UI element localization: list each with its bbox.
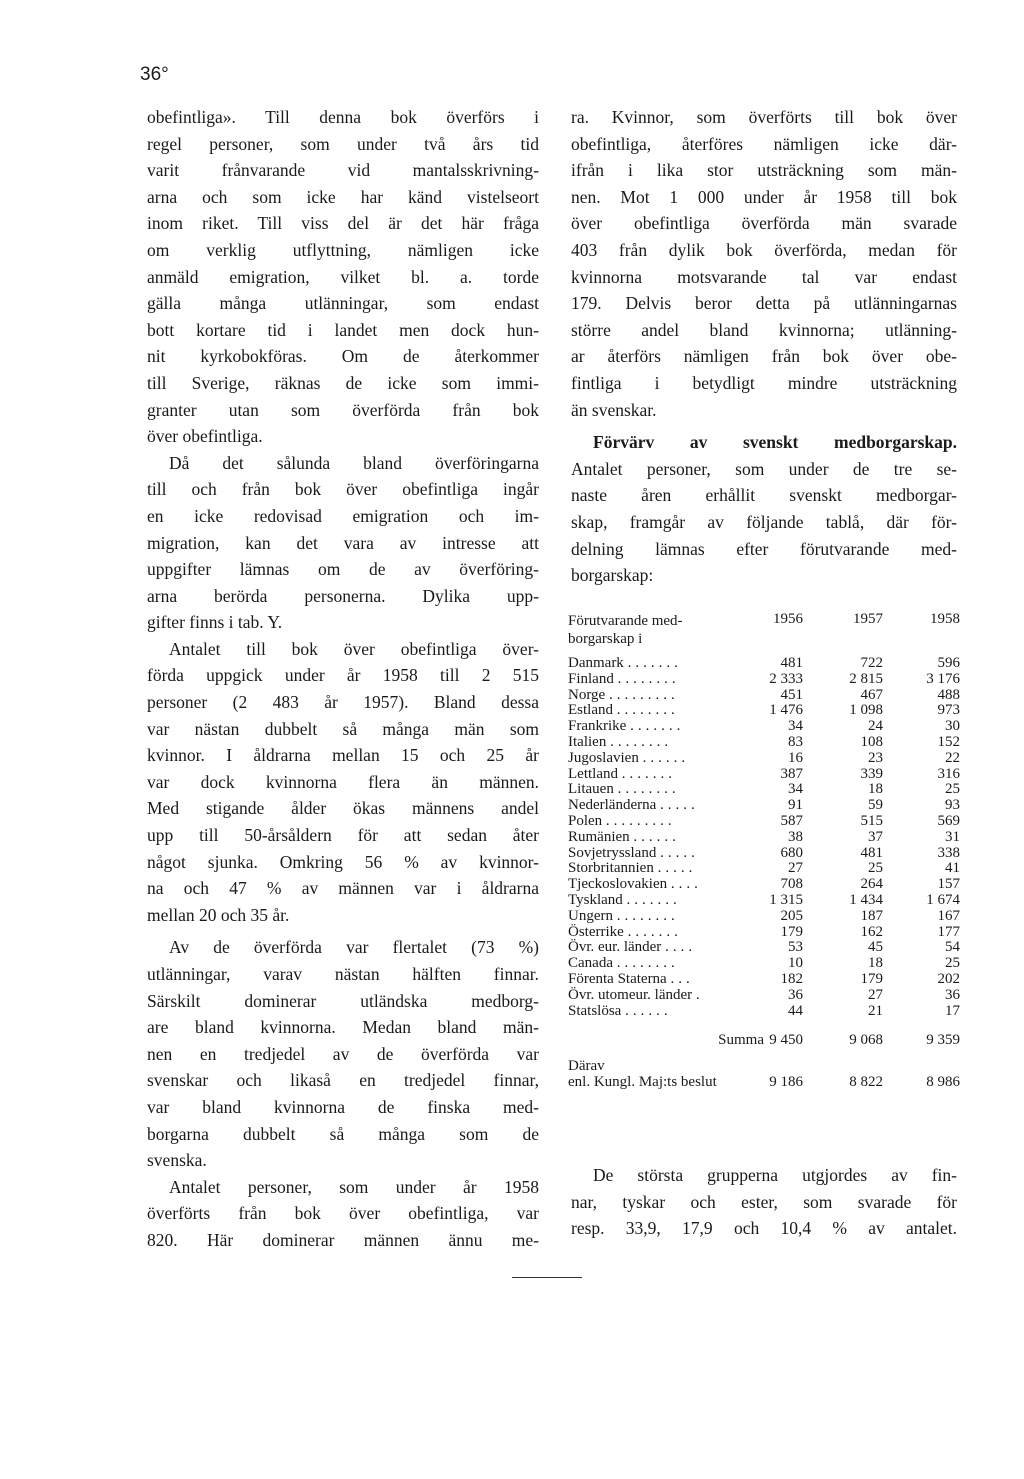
value-cell: 27 xyxy=(868,986,883,1003)
country-cell xyxy=(568,767,676,783)
value-cell: 23 xyxy=(868,749,883,766)
value-cell: 17 xyxy=(945,1002,960,1019)
value-cell: 21 xyxy=(868,1002,883,1019)
summa-row xyxy=(568,1033,960,1053)
left-column-line: utlänningar, varav nästan hälften finnar. xyxy=(147,964,539,984)
left-column-line: upp till 50-årsåldern för att sedan åter xyxy=(147,825,539,846)
leader-dots: ......... xyxy=(608,686,679,703)
value-cell: 59 xyxy=(868,797,883,814)
leader-dots: ...... xyxy=(633,828,680,845)
table-row xyxy=(568,703,960,719)
right-column-line: över obefintliga överförda män svarade xyxy=(571,213,957,234)
left-column-line: are bland kvinnorna. Medan bland män- xyxy=(147,1017,539,1038)
value-cell: 1 476 xyxy=(769,702,803,719)
value-cell: 18 xyxy=(868,955,883,972)
right-column-line: Förvärv av svenskt medborgarskap. xyxy=(593,432,957,453)
left-column-line: regel personer, som under två års tid xyxy=(147,133,539,154)
left-column-line: svenska. xyxy=(147,1150,207,1171)
bottom-note-line: resp. 33,9, 17,9 och 10,4 % av antalet. xyxy=(571,1218,957,1239)
left-column-line: om verklig utflyttning, nämligen icke xyxy=(147,239,539,260)
country-name: Förenta Staterna xyxy=(568,970,667,987)
daerav-label: Därav xyxy=(568,1058,605,1075)
value-cell: 481 xyxy=(780,655,803,671)
table-row xyxy=(568,925,960,941)
left-column-line: personer (2 483 år 1957). Bland dessa xyxy=(147,692,539,713)
value-cell: 45 xyxy=(868,939,883,956)
country-name: Lettland xyxy=(568,765,618,782)
country-cell xyxy=(568,798,699,814)
leader-dots: ..... xyxy=(660,797,699,814)
left-column-line: en icke redovisad emigration och im- xyxy=(147,505,539,526)
table-row xyxy=(568,861,960,877)
country-cell xyxy=(568,735,672,751)
value-cell: 596 xyxy=(937,655,960,671)
table-row xyxy=(568,735,960,751)
table-header-label: Förutvarande med- borgarskap i xyxy=(568,613,683,647)
leader-dots: ........ xyxy=(616,955,679,972)
left-column-line: arna och som icke har känd vistelseort xyxy=(147,186,539,207)
right-column-line: borgarskap: xyxy=(571,565,654,586)
value-cell: 36 xyxy=(945,986,960,1003)
year-1958: 1958 xyxy=(930,611,960,627)
country-cell xyxy=(568,782,680,798)
left-column-line: överförts från bok över obefintliga, var xyxy=(147,1203,539,1224)
left-column xyxy=(147,104,539,1254)
leader-dots: ........ xyxy=(616,907,679,924)
left-column-line: till Sverige, räknas de icke som immi- xyxy=(147,372,539,393)
value-cell: 83 xyxy=(788,733,803,750)
right-column-line: ra. Kvinnor, som överförts till bok över xyxy=(571,107,957,127)
value-cell: 451 xyxy=(780,686,803,703)
table-row xyxy=(568,830,960,846)
right-column-line: Antalet personer, som under de tre se- xyxy=(571,458,957,479)
leader-dots: ...... xyxy=(642,749,690,766)
right-column-line: skap, framgår av följande tablå, där för- xyxy=(571,511,957,532)
left-column-line: nen en tredjedel av de överförda var xyxy=(147,1043,539,1064)
table-row xyxy=(568,846,960,862)
left-column-line: kvinnor. I åldrarna mellan 15 och 25 år xyxy=(147,745,539,766)
summa-1958: 9 359 xyxy=(926,1032,960,1049)
country-name: Litauen xyxy=(568,781,614,798)
value-cell: 179 xyxy=(860,970,883,987)
right-column-line: obefintliga, återföres nämligen icke där- xyxy=(571,133,957,154)
left-column-line: var bland kvinnorna de finska med- xyxy=(147,1096,539,1117)
right-column-line: större andel bland kvinnorna; utlänning- xyxy=(571,319,957,340)
left-column-line: nit kyrkobokföras. Om de återkommer xyxy=(147,346,539,367)
country-name: Nederländerna xyxy=(568,797,657,814)
left-column-line: Då det sålunda bland överföringarna xyxy=(169,452,539,473)
country-cell xyxy=(568,1004,672,1020)
table-row xyxy=(568,814,960,830)
table-body xyxy=(568,656,960,1019)
leader-dots: ....... xyxy=(627,923,682,940)
leader-dots: ..... xyxy=(657,860,697,877)
left-column-line: Antalet till bok över obefintliga över- xyxy=(169,638,539,659)
country-name: Statslösa xyxy=(568,1002,622,1019)
value-cell: 387 xyxy=(780,765,803,782)
country-name: Italien xyxy=(568,733,607,750)
value-cell: 722 xyxy=(860,655,883,671)
table-row xyxy=(568,956,960,972)
value-cell: 27 xyxy=(788,860,803,877)
country-cell xyxy=(568,814,676,830)
left-column-line: na och 47 % av männen var i åldrarna xyxy=(147,878,539,899)
leader-dots: ....... xyxy=(621,765,676,782)
left-column-line: varit frånvarande vid mantalsskrivning- xyxy=(147,160,539,181)
left-column-line: svenskar och likaså en tredjedel finnar, xyxy=(147,1070,539,1091)
value-cell: 37 xyxy=(868,828,883,845)
country-cell xyxy=(568,861,696,877)
kungl-1956: 9 186 xyxy=(769,1074,803,1091)
bottom-note-line: De största grupperna utgjordes av fin- xyxy=(593,1165,957,1185)
left-column-line: anmäld emigration, vilket bl. a. torde xyxy=(147,266,539,287)
country-name: Ungern xyxy=(568,907,613,924)
country-cell xyxy=(568,672,680,688)
value-cell: 338 xyxy=(937,844,960,861)
country-name: Polen xyxy=(568,812,603,829)
country-cell xyxy=(568,751,689,767)
right-column-line: kvinnorna motsvarande tal var endast xyxy=(571,266,957,287)
value-cell: 587 xyxy=(780,812,803,829)
summa-1957: 9 068 xyxy=(849,1032,883,1049)
kungl-1958: 8 986 xyxy=(926,1074,960,1091)
leader-dots: ... xyxy=(670,970,694,987)
value-cell: 41 xyxy=(945,860,960,877)
value-cell: 569 xyxy=(937,812,960,829)
value-cell: 10 xyxy=(788,955,803,972)
value-cell: 53 xyxy=(788,939,803,956)
value-cell: 24 xyxy=(868,718,883,735)
value-cell: 205 xyxy=(780,907,803,924)
leader-dots: ......... xyxy=(605,812,676,829)
value-cell: 488 xyxy=(937,686,960,703)
value-cell: 708 xyxy=(780,876,803,893)
country-name: Tjeckoslovakien xyxy=(568,876,668,893)
table-row xyxy=(568,767,960,783)
value-cell: 34 xyxy=(788,781,803,798)
value-cell: 1 098 xyxy=(849,702,883,719)
country-name: Finland xyxy=(568,670,614,687)
year-1956: 1956 xyxy=(773,611,803,627)
kungl-label: enl. Kungl. Maj:ts beslut xyxy=(568,1074,717,1091)
page-number: 36° xyxy=(140,64,169,85)
table-row xyxy=(568,656,960,672)
leader-dots: . xyxy=(695,986,704,1003)
right-column-line: ifrån i lika stor utsträckning som män- xyxy=(571,160,957,181)
left-column-line: över obefintliga. xyxy=(147,426,263,447)
value-cell: 177 xyxy=(937,923,960,940)
value-cell: 31 xyxy=(945,828,960,845)
left-column-line: 820. Här dominerar männen ännu me- xyxy=(147,1229,539,1250)
left-column-line: var nästan dubbelt så många män som xyxy=(147,718,539,739)
country-name: Jugoslavien xyxy=(568,749,639,766)
country-cell xyxy=(568,656,682,672)
value-cell: 36 xyxy=(788,986,803,1003)
country-name: Tyskland xyxy=(568,891,623,908)
value-cell: 34 xyxy=(788,718,803,735)
country-name: Österrike xyxy=(568,923,624,940)
value-cell: 25 xyxy=(945,955,960,972)
right-column-line: delning lämnas efter förutvarande med- xyxy=(571,538,957,559)
value-cell: 152 xyxy=(937,733,960,750)
left-column-line: till och från bok över obefintliga ingår xyxy=(147,479,539,500)
value-cell: 38 xyxy=(788,828,803,845)
left-column-line: inom riket. Till viss del är det här fråga xyxy=(147,213,539,234)
kungl-1957: 8 822 xyxy=(849,1074,883,1091)
left-column-line: uppgifter lämnas om de av överföring- xyxy=(147,559,539,580)
value-cell: 30 xyxy=(945,718,960,735)
country-cell xyxy=(568,909,679,925)
right-column-line: än svenskar. xyxy=(571,399,657,420)
bottom-note xyxy=(571,1162,957,1242)
leader-dots: ....... xyxy=(626,891,681,908)
value-cell: 467 xyxy=(860,686,883,703)
table-row xyxy=(568,672,960,688)
leader-dots: ...... xyxy=(625,1002,672,1019)
value-cell: 680 xyxy=(780,844,803,861)
leader-dots: ..... xyxy=(660,844,699,861)
left-column-line: något sjunka. Omkring 56 % av kvinnor- xyxy=(147,851,539,872)
country-name: Sovjetryssland xyxy=(568,844,657,861)
right-column-line: 179. Delvis beror detta på utlänningarnas xyxy=(571,293,957,314)
value-cell: 25 xyxy=(945,781,960,798)
value-cell: 162 xyxy=(860,923,883,940)
country-name: Rumänien xyxy=(568,828,630,845)
table-row xyxy=(568,877,960,893)
value-cell: 264 xyxy=(860,876,883,893)
country-cell xyxy=(568,925,682,941)
table-row xyxy=(568,688,960,704)
value-cell: 16 xyxy=(788,749,803,766)
right-column-line: naste åren erhållit svenskt medborgar- xyxy=(571,485,957,506)
country-name: Danmark xyxy=(568,655,624,671)
left-column-line: migration, kan det vara av intresse att xyxy=(147,532,539,553)
value-cell: 515 xyxy=(860,812,883,829)
value-cell: 25 xyxy=(868,860,883,877)
left-column-line: borgarna dubbelt så många som de xyxy=(147,1123,539,1144)
left-column-line: Av de överförda var flertalet (73 %) xyxy=(169,937,539,958)
country-cell xyxy=(568,893,681,909)
leader-dots: ....... xyxy=(630,718,685,735)
right-column-line: fintliga i betydligt mindre utsträckning xyxy=(571,372,957,393)
value-cell: 3 176 xyxy=(926,670,960,687)
table-row xyxy=(568,988,960,1004)
value-cell: 2 815 xyxy=(849,670,883,687)
value-cell: 22 xyxy=(945,749,960,766)
value-cell: 1 315 xyxy=(769,891,803,908)
value-cell: 2 333 xyxy=(769,670,803,687)
country-cell xyxy=(568,830,680,846)
table-row xyxy=(568,972,960,988)
table-row xyxy=(568,1004,960,1020)
left-column-line: Särskilt dominerar utländska medborg- xyxy=(147,990,539,1011)
left-column-line: gälla många utlänningar, som endast xyxy=(147,293,539,314)
summa-label: Summa xyxy=(718,1032,764,1049)
left-column-line: mellan 20 och 35 år. xyxy=(147,904,290,925)
year-1957: 1957 xyxy=(853,611,883,627)
value-cell: 182 xyxy=(780,970,803,987)
left-column-line: var dock kvinnorna flera än männen. xyxy=(147,771,539,792)
country-cell xyxy=(568,988,704,1004)
value-cell: 481 xyxy=(860,844,883,861)
table-header xyxy=(568,612,960,656)
table-row xyxy=(568,940,960,956)
leader-dots: ........ xyxy=(617,670,680,687)
right-column-line: 403 från dylik bok överförda, medan för xyxy=(571,239,957,260)
value-cell: 202 xyxy=(937,970,960,987)
value-cell: 18 xyxy=(868,781,883,798)
table-row xyxy=(568,798,960,814)
value-cell: 316 xyxy=(937,765,960,782)
country-cell xyxy=(568,940,696,956)
left-column-line: gifter finns i tab. Y. xyxy=(147,612,283,633)
citizenship-table xyxy=(568,612,960,1095)
country-cell xyxy=(568,846,699,862)
country-name: Övr. utomeur. länder xyxy=(568,986,693,1003)
left-column-line: bott kortare tid i landet men dock hun- xyxy=(147,319,539,340)
left-column-line: granter utan som överförda från bok xyxy=(147,399,539,420)
country-cell xyxy=(568,688,679,704)
right-column xyxy=(571,104,957,589)
table-row xyxy=(568,751,960,767)
right-column-line: nen. Mot 1 000 under år 1958 till bok xyxy=(571,186,957,207)
value-cell: 167 xyxy=(937,907,960,924)
country-cell xyxy=(568,877,702,893)
country-cell xyxy=(568,972,694,988)
value-cell: 93 xyxy=(945,797,960,814)
value-cell: 339 xyxy=(860,765,883,782)
bottom-note-line: nar, tyskar och ester, som svarade för xyxy=(571,1191,957,1212)
summa-1956: 9 450 xyxy=(769,1032,803,1049)
value-cell: 179 xyxy=(780,923,803,940)
kungl-row xyxy=(568,1075,960,1095)
left-column-line: arna berörda personerna. Dylika upp- xyxy=(147,585,539,606)
value-cell: 1 434 xyxy=(849,891,883,908)
value-cell: 91 xyxy=(788,797,803,814)
country-name: Frankrike xyxy=(568,718,627,735)
value-cell: 973 xyxy=(937,702,960,719)
value-cell: 54 xyxy=(945,939,960,956)
left-column-line: obefintliga». Till denna bok överförs i xyxy=(147,107,539,127)
value-cell: 187 xyxy=(860,907,883,924)
leader-dots: .... xyxy=(670,876,702,893)
table-row xyxy=(568,719,960,735)
left-column-line: Antalet personer, som under år 1958 xyxy=(169,1176,539,1197)
leader-dots: .... xyxy=(665,939,697,956)
value-cell: 44 xyxy=(788,1002,803,1019)
country-name: Canada xyxy=(568,955,613,972)
country-cell xyxy=(568,719,684,735)
leader-dots: ........ xyxy=(616,702,679,719)
right-column-line: ar återförs nämligen från bok över obe- xyxy=(571,346,957,367)
country-name: Estland xyxy=(568,702,613,719)
leader-dots: ....... xyxy=(627,655,682,671)
table-row xyxy=(568,782,960,798)
left-column-line: Med stigande ålder ökas männens andel xyxy=(147,798,539,819)
table-row xyxy=(568,893,960,909)
value-cell: 108 xyxy=(860,733,883,750)
end-rule xyxy=(512,1277,582,1278)
country-cell xyxy=(568,703,679,719)
table-row xyxy=(568,909,960,925)
country-name: Storbritannien xyxy=(568,860,654,877)
country-cell xyxy=(568,956,679,972)
leader-dots: ........ xyxy=(610,733,673,750)
left-column-line: förda uppgick under år 1958 till 2 515 xyxy=(147,665,539,686)
country-name: Norge xyxy=(568,686,606,703)
leader-dots: ........ xyxy=(617,781,680,798)
country-name: Övr. eur. länder xyxy=(568,939,662,956)
value-cell: 1 674 xyxy=(926,891,960,908)
value-cell: 157 xyxy=(937,876,960,893)
